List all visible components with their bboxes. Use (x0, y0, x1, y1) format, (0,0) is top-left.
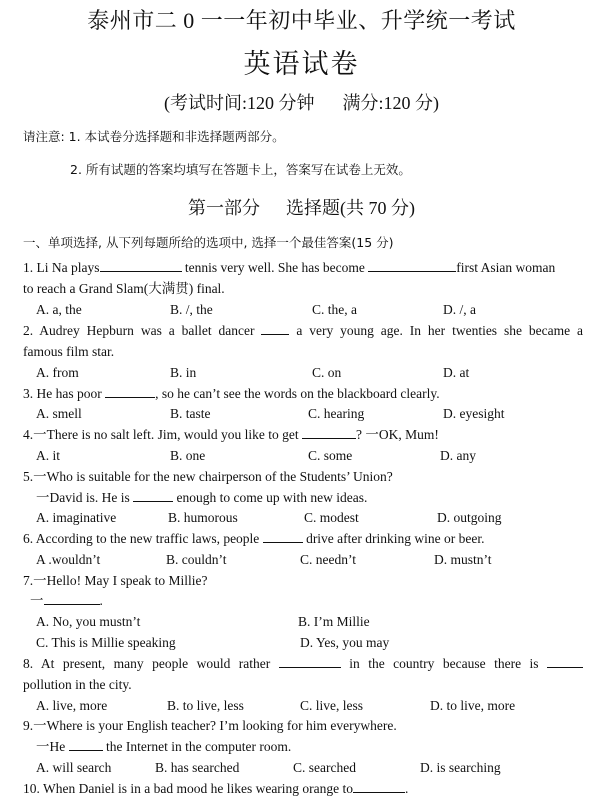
option-b: B. couldn’t (166, 552, 227, 567)
option-d: D. /, a (443, 302, 476, 317)
option-d: D. mustn’t (434, 552, 492, 567)
option-a: A. imaginative (36, 510, 117, 525)
option-c: C. This is Millie speaking (36, 635, 176, 650)
option-d: D. to live, more (430, 698, 516, 713)
answer-blank (105, 385, 155, 398)
option-a: A. from (36, 365, 79, 380)
instruction: 一、单项选择, 从下列每题所给的选项中, 选择一个最佳答案(15 分) (23, 235, 394, 250)
question-3: 3. He has poor , so he can’t see the words on the blackboard clearly. (23, 386, 440, 401)
option-b: B. has searched (155, 760, 240, 775)
option-d: D. at (443, 365, 470, 380)
option-a: A. a, the (36, 302, 82, 317)
answer-blank (133, 489, 173, 502)
question-1: 1. Li Na plays tennis very well. She has become first Asian woman (23, 260, 556, 275)
option-b: B. /, the (170, 302, 213, 317)
answer-blank (547, 655, 583, 668)
option-d: D. is searching (420, 760, 501, 775)
section-name: 选择题(共 70 分) (286, 198, 415, 218)
answer-blank (302, 426, 356, 439)
answer-blank (279, 655, 341, 668)
question-1-cont: to reach a Grand Slam(大满贯) final. (23, 281, 225, 296)
section-heading (0, 194, 603, 220)
question-7-answer: 一 . (30, 593, 103, 608)
option-c: C. on (312, 365, 342, 380)
option-d: D. Yes, you may (300, 635, 390, 650)
option-b: B. to live, less (167, 698, 244, 713)
option-a: A .wouldn’t (36, 552, 101, 567)
exam-title: 泰州市二 0 一一年初中毕业、升学统一考试 (87, 8, 516, 33)
exam-info (0, 89, 603, 115)
option-d: D. any (440, 448, 476, 463)
option-c: C. some (308, 448, 353, 463)
note-1: 请注意: 1. 本试卷分选择题和非选择题两部分。 (23, 129, 285, 144)
option-b: B. one (170, 448, 206, 463)
answer-blank (261, 322, 289, 335)
option-c: C. live, less (300, 698, 363, 713)
question-8-cont: pollution in the city. (23, 677, 132, 692)
answer-blank (263, 530, 303, 543)
question-10: 10. When Daniel is in a bad mood he likes wearing orange to . (23, 781, 409, 796)
option-a: A. live, more (36, 698, 108, 713)
option-a: A. No, you mustn’t (36, 614, 141, 629)
option-a: A. it (36, 448, 61, 463)
option-d: D. outgoing (437, 510, 502, 525)
option-b: B. I’m Millie (298, 614, 370, 629)
section-part: 第一部分 (188, 198, 260, 218)
option-c: C. needn’t (300, 552, 356, 567)
question-9-answer: 一He the Internet in the computer room. (36, 739, 292, 754)
note-2: 2. 所有试题的答案均填写在答题卡上，答案写在试卷上无效。 (70, 162, 411, 177)
option-b: B. humorous (168, 510, 238, 525)
question-9: 9.一Where is your English teacher? I’m looking for him everywhere. (23, 718, 397, 733)
question-5: 5.一Who is suitable for the new chairperson of the Students’ Union? (23, 469, 393, 484)
option-d: D. eyesight (443, 406, 505, 421)
option-c: C. the, a (312, 302, 357, 317)
option-c: C. searched (293, 760, 356, 775)
question-2-cont: famous film star. (23, 344, 115, 359)
option-a: A. will search (36, 760, 112, 775)
question-6: 6. According to the new traffic laws, people drive after drinking wine or beer. (23, 531, 485, 546)
question-4: 4.一There is no salt left. Jim, would you like to get ? 一OK, Mum! (23, 427, 439, 442)
exam-time: (考试时间:120 分钟 (164, 93, 315, 113)
question-8: 8. At present, many people would rather in the country because there is (23, 655, 583, 672)
answer-blank (353, 780, 405, 793)
option-c: C. modest (304, 510, 359, 525)
answer-blank (100, 259, 182, 272)
subject-title: 英语试卷 (243, 49, 360, 79)
option-a: A. smell (36, 406, 82, 421)
question-5-answer: 一David is. He is enough to come up with new ideas. (36, 490, 368, 505)
option-c: C. hearing (308, 406, 365, 421)
question-7: 7.一Hello! May I speak to Millie? (23, 573, 208, 588)
question-2: 2. Audrey Hepburn was a ballet dancer a very young age. In her twenties she became a (23, 323, 583, 338)
answer-blank (44, 592, 100, 605)
option-b: B. in (170, 365, 197, 380)
option-b: B. taste (170, 406, 211, 421)
answer-blank (69, 738, 103, 751)
exam-score: 满分:120 分) (342, 93, 439, 113)
answer-blank (368, 259, 456, 272)
